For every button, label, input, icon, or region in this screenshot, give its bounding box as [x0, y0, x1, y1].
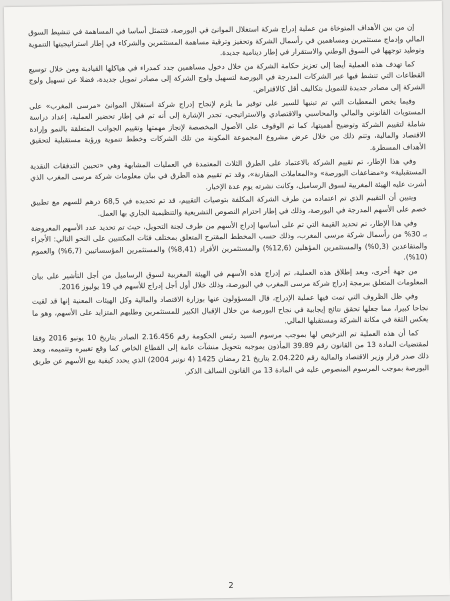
- paragraph-2: كما تهدف هذه العملية أيضا إلى تعزيز حكامة الشركة من خلال دخول مساهمين جدد كمدراء في هياكلها القيادية ومن خلال توسيع القطاعات التي تنشط فيها عبر الشركات المدرجة في البورصة لتسهيل ولوج الشركة إلى مصادر تمويل جديدة، فضلا عن تسهيل ولوج الشركة إلى مصادر جديدة للتمويل بتكاليف أقل كالاقتراض.: [28, 59, 426, 94]
- paragraph-5: ويتبين أن التقييم الذي تم اعتماده من طرف الشركة المكلفة بتوصيات التقييم، قد تم تحديده في 68,5 درهم للسهم مع تطبيق خصم على الأسهم المدرجة في البورصة، وذلك في إطار احترام النصوص التشريعية والتنظيمية الجاري بها العمل.: [30, 192, 427, 218]
- document-body: [28, 21, 432, 576]
- paragraph-8: وفي ظل الظروف التي تمت فيها عملية الإدراج، قال المسؤولون عنها بوزارة الاقتصاد والمالية وكل الهيئات المعنية إنها قد لقيت نجاحا كبيرا، مما جعلها تحقق نتائج إيجابية في نجاح البورصة من خلال الإقبال الكبير للمستثمرين وطلبهم المتزايد على الأسهم، وهو ما يعكس الثقة في مكانة الشركة ومستقبلها المالي.: [31, 291, 429, 326]
- paragraph-3: وفيما يخص المعطيات التي تم تبنيها للسير على توفير ما يلزم لإنجاح إدراج شركة استغلال الموانئ «مرسى المغرب» على المستويات القانوني والمالي والمحاسبي والاقتصادي والاستراتيجي، تجدر الإشارة إلى أنه تم في إطار تحضير العملية، إعداد دراسة شاملة لتقييم الشركة وتوضيح أهميتها، كما تم الوقوف على الأصول المخصصة لإنجاز مهمتها وتقييم الجوانب المتعلقة بالنمو وإرادة الاقتصاد والمالية، وتتم ذلك من خلال عرض مشروع المجموعة المكونة من تلك الشركات وخطط تنموية ورؤية مستقبلية لتحقيق الأهداف المسطرة.: [29, 95, 426, 152]
- paragraph-6: وفي هذا الإطار، تم تحديد القيمة التي تم على أساسها إدراج الأسهم من طرف لجنة التحويل، حيث تم تحديد عدد الأسهم المعروضة بـ 30% من رأسمال شركة مرسى المغرب، وذلك حسب المخطط المقترح المتعلق بمختلف فئات المكتتبين على النحو التالي: الأجراء والمتقاعدين (0,3%) والمستثمرين المؤهلين (12,6%) والمستثمرين الأفراد (8,41%) والمستثمرين المؤسساتيين (6,7%) والعموم (10%).: [30, 217, 428, 262]
- page-number: 2: [228, 580, 234, 591]
- document-page: [4, 1, 450, 601]
- paragraph-1: إن من بين الأهداف المتوخاة من عملية إدراج شركة استغلال الموانئ في البورصة، فتتمثل أساسا في المساهمة في تنشيط السوق المالي وإدماج مستثمرين ومساهمين في رأسمال الشركة وتحفيز وترقية مساهمة المستثمرين والشركاء في إطار استراتيجيتها التنموية وتوطيد توجهها في السوق الوطني والاستقرار في إطار دينامية جديدة.: [28, 22, 425, 58]
- paragraph-7: من جهة أخرى، وبعد إطلاق هذه العملية، تم إدراج هذه الأسهم في الهيئة المغربية لسوق الرساميل من أجل التأشير على بيان المعلومات المتعلق ببرمجة إدراج شركة مرسى المغرب في البورصة، وذلك خلال أول أجل إدراج للأسهم في 19 يوليوز 2016.: [31, 266, 428, 292]
- paragraph-9: كما أن هذه العملية تم الترخيص لها بموجب مرسوم السيد رئيس الحكومة رقم 2.16.456 الصادر بتاريخ 10 يونيو 2016 وفقا لمقتضيات المادة 13 من القانون رقم 39.89 المأذون بموجبه بتحويل منشآت عامة إلى القطاع الخاص كما وقع تغييره وتتميمه، وبعد ذلك صدر قرار وزير الاقتصاد والمالية رقم 2.04.220 بتاريخ 21 رمضان 1425 (4 نونبر 2004) الذي يحدد كيفية بيع الأسهم عن طريق البورصة بموجب المرسوم المنصوص عليه في المادة 13 من القانون السالف الذكر.: [32, 328, 430, 376]
- paragraph-4: وفي هذا الإطار، تم تقييم الشركة بالاعتماد على الطرق الثلاث المعتمدة في العمليات المشابهة وهي «تحيين التدفقات النقدية المستقبلية» و«مضاعفات البورصة» و«المعاملات المقارنة»، وقد تم تقييم هذه الطرق في بيان معلومات شركة مرسى المغرب الذي أشرت عليه الهيئة المغربية لسوق الرساميل، وكانت نشرته يوم عدة الإخبار.: [30, 155, 427, 192]
